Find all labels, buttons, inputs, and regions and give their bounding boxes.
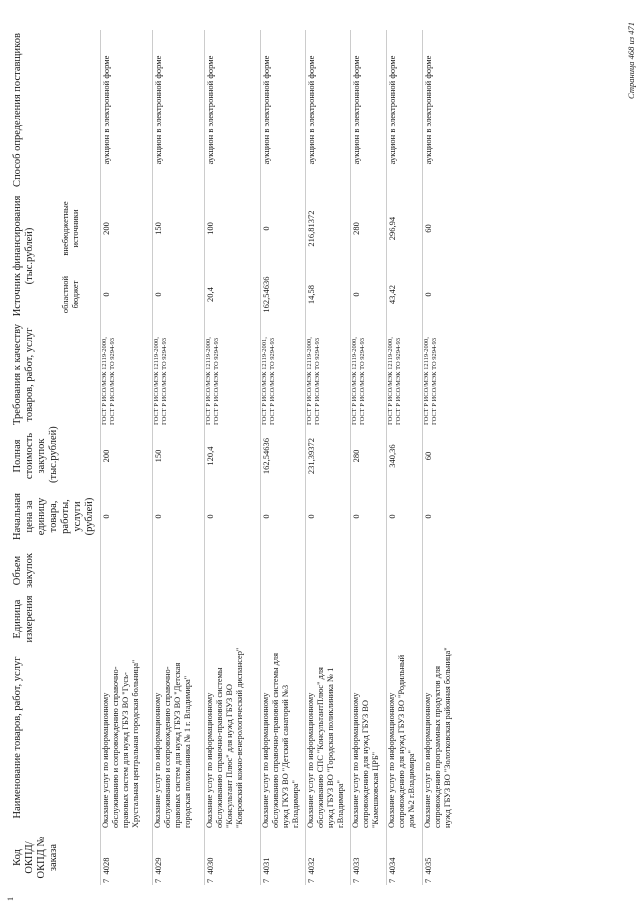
cell-price: 0	[261, 485, 306, 548]
header-financing-regional: областной бюджет	[59, 275, 80, 314]
cell-price: 0	[351, 485, 387, 548]
cell-total: 280	[351, 427, 387, 485]
table-row	[205, 30, 261, 885]
cell-name: Оказание услуг по информационному сопровождению для нужд ГБУЗ ВО "Камешковская ЦРБ"	[351, 645, 387, 830]
table-row	[387, 30, 423, 885]
cell-regional: 0	[351, 267, 387, 322]
cell-order-code	[153, 830, 205, 885]
order-number: 4034	[387, 857, 397, 875]
cell-other: 216,81372	[306, 190, 351, 267]
cell-volume	[101, 548, 153, 593]
header-name: Наименование товаров, работ, услуг	[12, 656, 23, 819]
header-code: Код ОКПД/ ОКПД № заказа	[12, 836, 59, 879]
cell-req: ГОСТ Р ИСО/МЭК 12119-2000, ГОСТ Р ИСО/МЭК ТО 9294-93	[387, 322, 423, 427]
table-body	[101, 30, 471, 885]
cell-order-code	[205, 830, 261, 885]
cell-other: 296,94	[387, 190, 423, 267]
cell-total: 231,39372	[306, 427, 351, 485]
cell-unit	[153, 593, 205, 645]
cell-volume	[261, 548, 306, 593]
cell-unit	[261, 593, 306, 645]
cell-order-code	[261, 830, 306, 885]
cell-method: аукцион в электронной форме	[423, 30, 471, 190]
header-financing: Источник финансирования (тыс.рублей)	[12, 195, 35, 317]
cell-method: аукцион в электронной форме	[306, 30, 351, 190]
cell-price: 0	[153, 485, 205, 548]
cell-regional: 0	[423, 267, 471, 322]
cell-price: 0	[306, 485, 351, 548]
order-number: 4033	[351, 857, 361, 875]
cell-order-code	[101, 830, 153, 885]
cell-req: ГОСТ Р ИСО/МЭК 12119-2000, ГОСТ Р ИСО/МЭК ТО 9294-93	[205, 322, 261, 427]
order-prefix: 7	[101, 878, 111, 883]
table-row	[261, 30, 306, 885]
order-prefix: 7	[153, 878, 163, 883]
cell-volume	[306, 548, 351, 593]
cell-total: 60	[423, 427, 471, 485]
cell-method: аукцион в электронной форме	[261, 30, 306, 190]
cell-req: ГОСТ Р ИСО/МЭК 12119-2000, ГОСТ Р ИСО/МЭК ТО 9294-93	[351, 322, 387, 427]
cell-total: 162,54636	[261, 427, 306, 485]
order-number: 4029	[153, 857, 163, 875]
cell-req: ГОСТ Р ИСО/МЭК 12119-2000, ГОСТ Р ИСО/МЭК ТО 9294-93	[153, 322, 205, 427]
cell-order-code	[423, 830, 471, 885]
cell-volume	[387, 548, 423, 593]
cell-req: ГОСТ Р ИСО/МЭК 12119-2000, ГОСТ Р ИСО/МЭК ТО 9294-93	[101, 322, 153, 427]
table-row	[153, 30, 205, 885]
cell-volume	[351, 548, 387, 593]
cell-name: Оказание услуг по информационному обслуживанию справочно-правовой системы для нужд ГКУЗ ВО "Детский санаторий №3 г.Владимира"	[261, 645, 306, 830]
cell-price: 0	[423, 485, 471, 548]
cell-unit	[387, 593, 423, 645]
cell-other: 0	[261, 190, 306, 267]
cell-total: 150	[153, 427, 205, 485]
cell-regional: 43,42	[387, 267, 423, 322]
cell-volume	[423, 548, 471, 593]
cell-name: Оказание услуг по информационному обслуживанию СПС "КонсультантПлюс" для нужд ГБУЗ ВО "Городская поликлиника № 1 г.Владимира"	[306, 645, 351, 830]
order-prefix: 7	[423, 878, 433, 883]
table-row	[101, 30, 153, 885]
cell-method: аукцион в электронной форме	[351, 30, 387, 190]
cell-method: аукцион в электронной форме	[153, 30, 205, 190]
cell-req: ГОСТ Р ИСО/МЭК 12119-2000, ГОСТ Р ИСО/МЭК ТО 9294-93	[306, 322, 351, 427]
order-number: 4031	[261, 857, 271, 875]
cell-name: Оказание услуг по информационному обслуживанию справочно-правовой системы "Консультант Плюс" для нужд ГБУЗ ВО "Ковровский кожно-венерологический диспансер"	[205, 645, 261, 830]
cell-unit	[306, 593, 351, 645]
table-row	[306, 30, 351, 885]
cell-order-code	[387, 830, 423, 885]
cell-name: Оказание услуг по информационному обслуживанию и сопровождению справочно-правовых систем для нужд ГБУЗ ВО "Гусь-Хрустальная центральная городская больница"	[101, 645, 153, 830]
cell-price: 0	[205, 485, 261, 548]
cell-unit	[423, 593, 471, 645]
order-prefix: 7	[351, 878, 361, 883]
header-total: Полная стоимость закупок (тыс.рублей)	[12, 426, 59, 483]
order-prefix: 7	[261, 878, 271, 883]
cell-unit	[205, 593, 261, 645]
header-financing-other: внебюджетные источники	[59, 201, 80, 256]
cell-other: 100	[205, 190, 261, 267]
header-method: Способ определения поставщиков	[12, 33, 23, 187]
order-prefix: 7	[387, 878, 397, 883]
cell-total: 340,36	[387, 427, 423, 485]
cell-name: Оказание услуг по информационному обслуживанию и сопровождению справочно-правовых систем для нужд ГБУЗ ВО "Детская городская поликлиника № 1 г. Владимира"	[153, 645, 205, 830]
procurement-table	[10, 30, 471, 885]
cell-req: ГОСТ Р ИСО/МЭК 12119-2001, ГОСТ Р ИСО/МЭК ТО 9294-93	[261, 322, 306, 427]
cell-volume	[205, 548, 261, 593]
header-row	[10, 30, 60, 885]
cell-other: 60	[423, 190, 471, 267]
cell-unit	[101, 593, 153, 645]
cell-order-code	[351, 830, 387, 885]
cell-unit	[351, 593, 387, 645]
order-number: 4030	[205, 857, 215, 875]
order-number: 4035	[423, 857, 433, 875]
table-row	[351, 30, 387, 885]
cell-total: 200	[101, 427, 153, 485]
left-margin-mark: 1	[6, 897, 15, 901]
header-price: Начальная цена за единицу товара, работы, услуги (рублей)	[12, 493, 95, 540]
cell-order-code	[306, 830, 351, 885]
cell-volume	[153, 548, 205, 593]
header-volume: Объем закупок	[12, 553, 35, 588]
order-number: 4032	[306, 857, 316, 875]
cell-other: 280	[351, 190, 387, 267]
cell-method: аукцион в электронной форме	[101, 30, 153, 190]
cell-name: Оказание услуг по информационному сопровождению для нужд ГБУЗ ВО "Родильный дом №2 г.Владимира"	[387, 645, 423, 830]
cell-regional: 0	[101, 267, 153, 322]
cell-price: 0	[101, 485, 153, 548]
cell-method: аукцион в электронной форме	[387, 30, 423, 190]
cell-other: 200	[101, 190, 153, 267]
cell-price: 0	[387, 485, 423, 548]
cell-total: 120,4	[205, 427, 261, 485]
order-prefix: 7	[205, 878, 215, 883]
cell-req: ГОСТ Р ИСО/МЭК 12119-2000, ГОСТ Р ИСО/МЭК ТО 9294-93	[423, 322, 471, 427]
table-row	[423, 30, 471, 885]
order-number: 4028	[101, 857, 111, 875]
cell-method: аукцион в электронной форме	[205, 30, 261, 190]
page-number: Страница 468 из 471	[626, 22, 636, 99]
cell-other: 150	[153, 190, 205, 267]
header-unit: Единица измерения	[12, 595, 35, 643]
cell-regional: 162,54636	[261, 267, 306, 322]
header-requirements: Требования к качеству товаров, работ, услуг	[12, 324, 35, 425]
cell-regional: 14,58	[306, 267, 351, 322]
cell-regional: 0	[153, 267, 205, 322]
cell-regional: 20,4	[205, 267, 261, 322]
cell-name: Оказание услуг по информационному сопровождению программных продуктов для нужд ГБУЗ ВО "Золотковская районная больница"	[423, 645, 471, 830]
order-prefix: 7	[306, 878, 316, 883]
